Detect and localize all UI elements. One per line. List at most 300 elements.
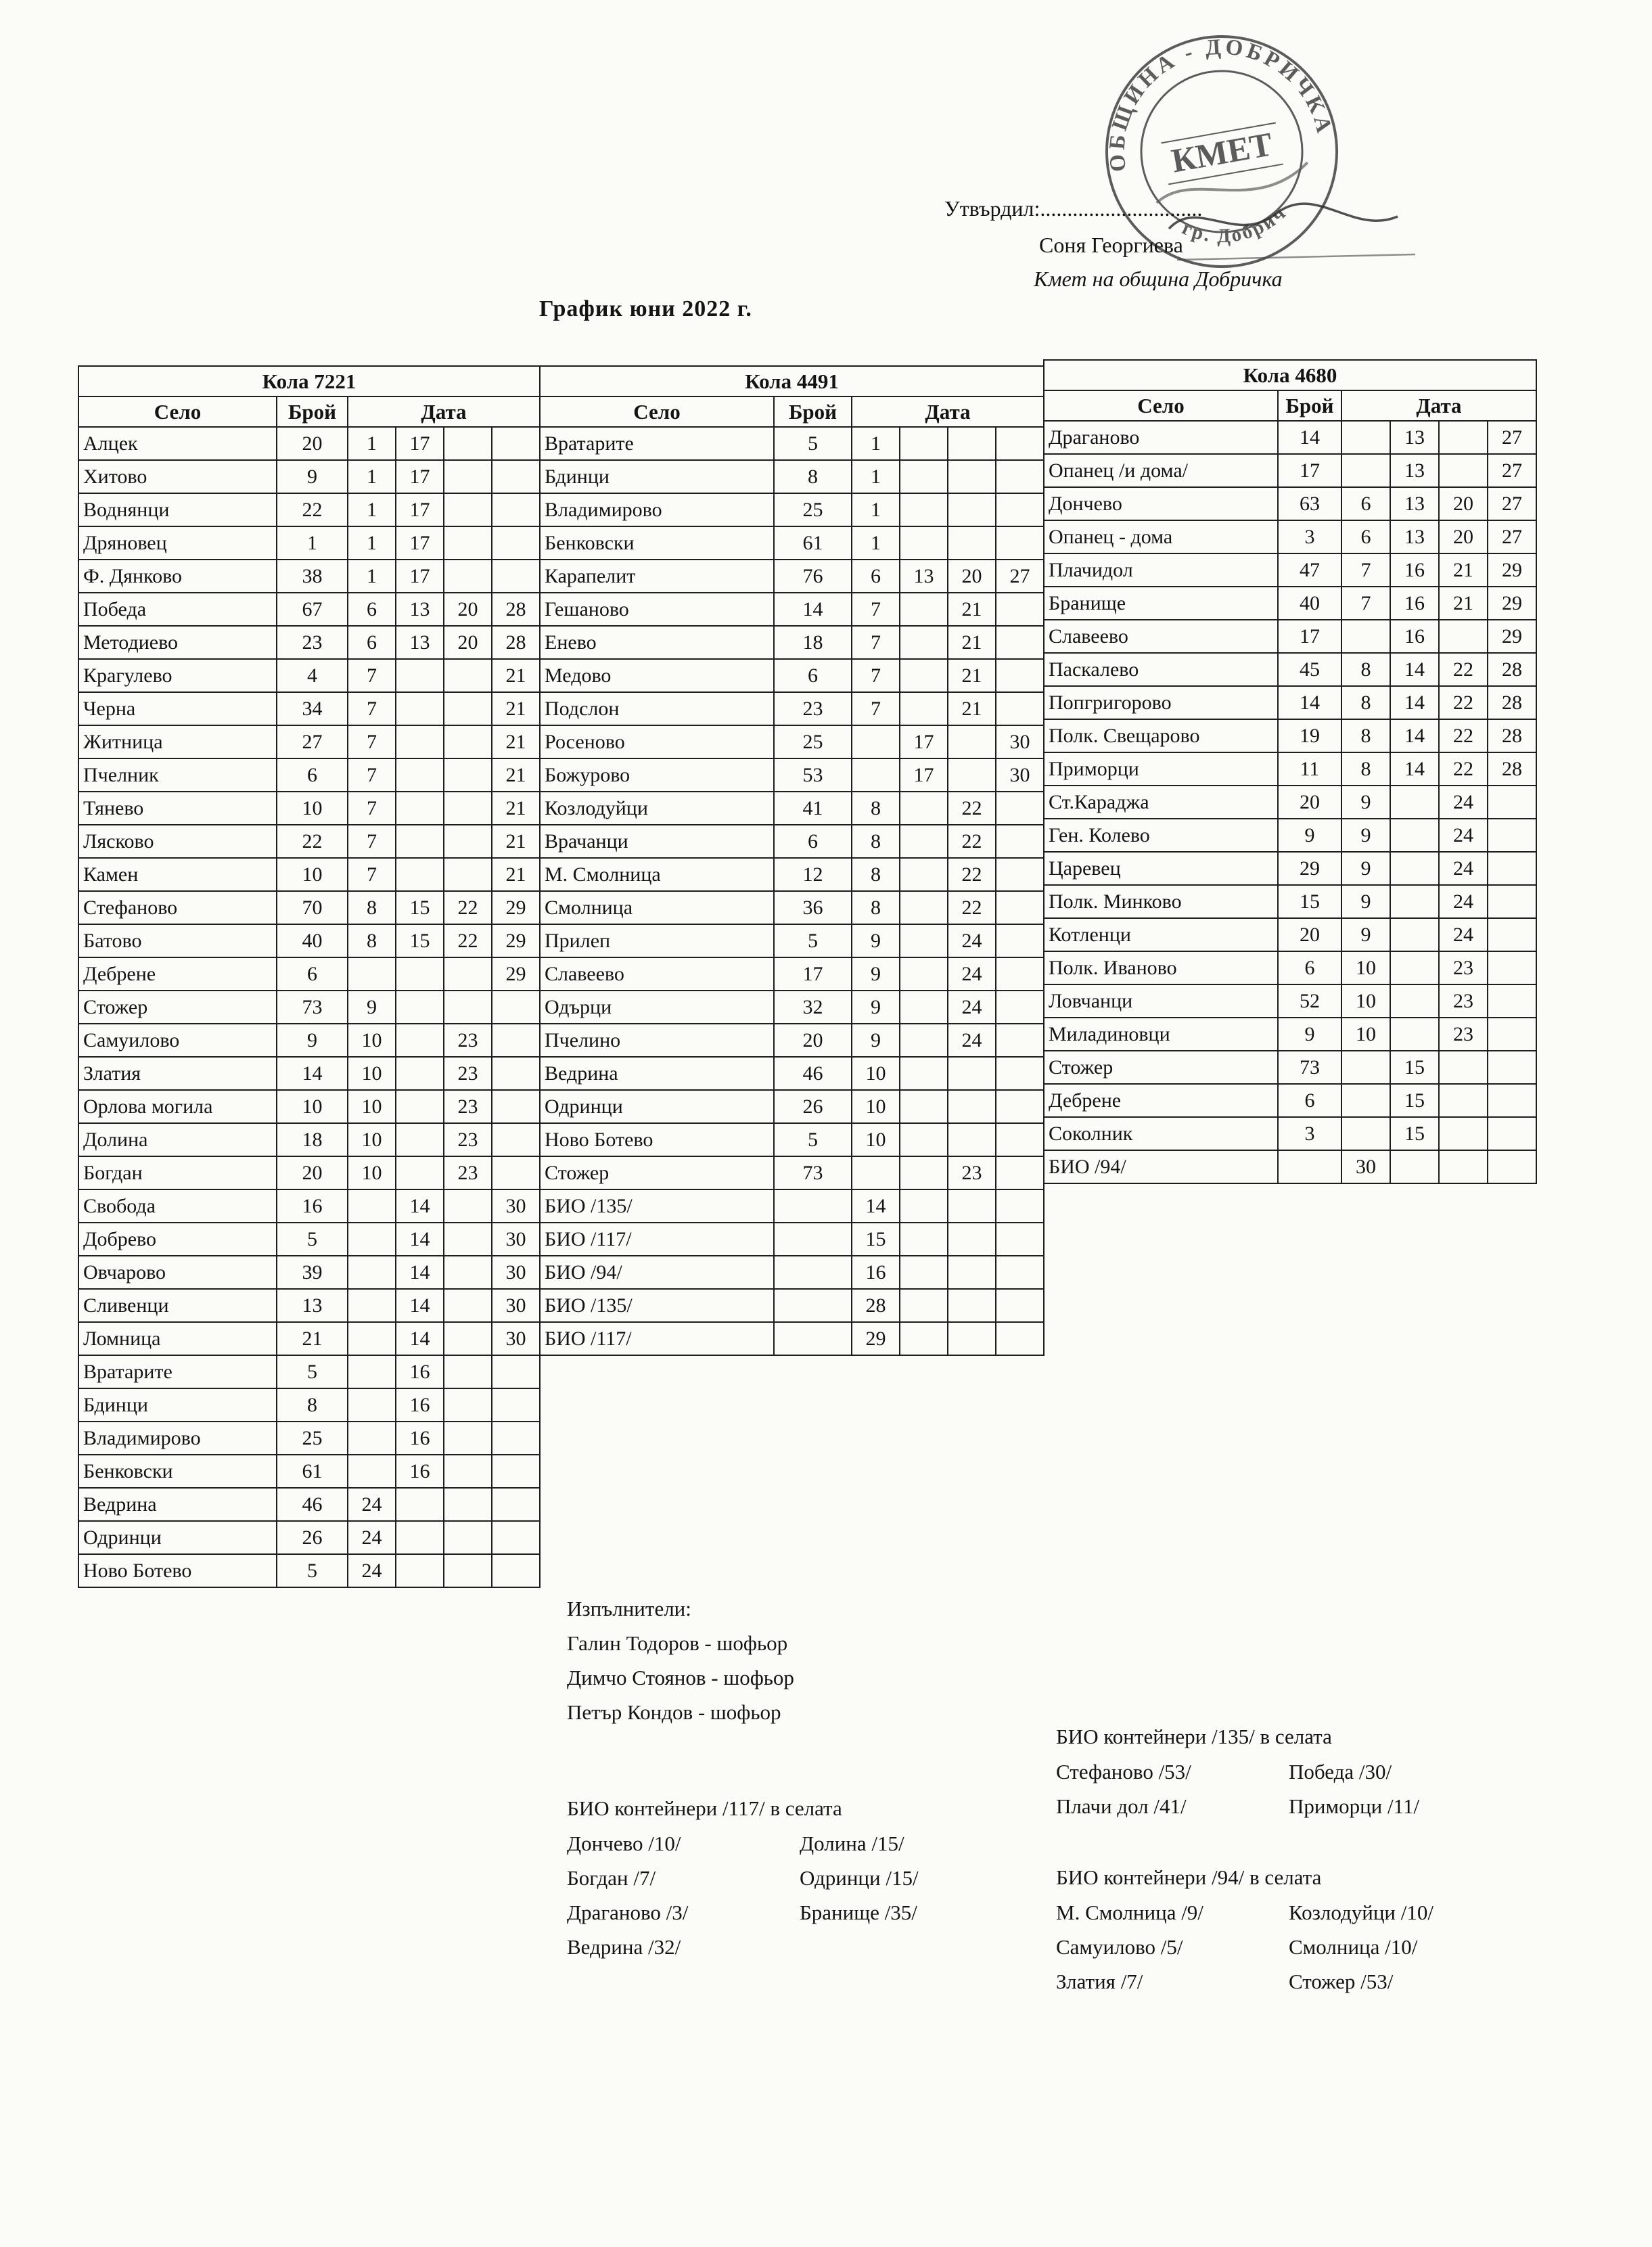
table-row: [1044, 1117, 1536, 1150]
bio-village: Ведрина /32/: [567, 1935, 681, 1959]
count-cell: 9: [277, 460, 348, 493]
table-row: [540, 1223, 1044, 1256]
date-cell: [948, 1256, 996, 1289]
date-cell: [396, 1090, 444, 1123]
table-row: [78, 626, 540, 659]
count-cell: 5: [277, 1355, 348, 1388]
date-cell: [444, 858, 492, 891]
count-cell: 6: [1278, 1084, 1341, 1117]
date-cell: 10: [348, 1057, 396, 1090]
table-row: [540, 1256, 1044, 1289]
date-cell: 13: [1390, 520, 1439, 553]
village-cell: Божурово: [540, 758, 774, 792]
bio-village: Бранище /35/: [800, 1901, 917, 1924]
date-cell: [492, 1024, 540, 1057]
date-cell: 15: [396, 924, 444, 957]
date-cell: 10: [1341, 951, 1390, 984]
table-row: [78, 825, 540, 858]
table-row: [1044, 653, 1536, 686]
table-row: [78, 957, 540, 991]
date-cell: 7: [852, 692, 900, 725]
date-cell: [396, 858, 444, 891]
date-cell: [348, 957, 396, 991]
village-cell: Полк. Иваново: [1044, 951, 1278, 984]
date-cell: 17: [396, 460, 444, 493]
count-cell: 5: [277, 1554, 348, 1587]
village-cell: Лясково: [78, 825, 277, 858]
count-cell: 19: [1278, 719, 1341, 752]
date-cell: 10: [348, 1090, 396, 1123]
date-cell: 16: [396, 1455, 444, 1488]
date-cell: [1488, 819, 1536, 852]
village-cell: Козлодуйци: [540, 792, 774, 825]
date-cell: 27: [1488, 454, 1536, 487]
date-cell: 27: [1488, 520, 1536, 553]
date-cell: [444, 792, 492, 825]
date-cell: 28: [1488, 719, 1536, 752]
date-cell: [444, 1256, 492, 1289]
count-cell: 23: [277, 626, 348, 659]
date-cell: [444, 1388, 492, 1422]
village-cell: Гешаново: [540, 593, 774, 626]
village-cell: Миладиновци: [1044, 1018, 1278, 1051]
date-cell: [444, 427, 492, 460]
table-row: [540, 924, 1044, 957]
date-cell: 9: [852, 924, 900, 957]
bio-village: Златия /7/: [1056, 1970, 1143, 1993]
date-cell: 14: [1390, 653, 1439, 686]
date-cell: 21: [492, 792, 540, 825]
date-cell: [1341, 454, 1390, 487]
count-cell: 25: [774, 725, 852, 758]
date-cell: 7: [1341, 553, 1390, 587]
date-cell: [1488, 918, 1536, 951]
bio-village: Козлодуйци /10/: [1289, 1901, 1433, 1924]
bio-village: Приморци /11/: [1289, 1794, 1420, 1818]
count-cell: 25: [774, 493, 852, 526]
date-cell: [1488, 1051, 1536, 1084]
date-cell: 23: [444, 1024, 492, 1057]
village-cell: Сливенци: [78, 1289, 277, 1322]
table-row: [540, 1189, 1044, 1223]
date-cell: 1: [348, 427, 396, 460]
count-cell: 63: [1278, 487, 1341, 520]
date-cell: [996, 957, 1044, 991]
date-cell: [852, 758, 900, 792]
date-cell: [900, 460, 948, 493]
date-cell: 29: [492, 957, 540, 991]
date-cell: [396, 725, 444, 758]
table-row: [78, 659, 540, 692]
date-cell: 30: [492, 1289, 540, 1322]
date-cell: 1: [348, 526, 396, 560]
date-cell: 29: [492, 924, 540, 957]
village-cell: Карапелит: [540, 560, 774, 593]
date-cell: 8: [852, 891, 900, 924]
table-row: [78, 891, 540, 924]
village-cell: Опанец - дома: [1044, 520, 1278, 553]
date-cell: [444, 825, 492, 858]
date-cell: [996, 858, 1044, 891]
date-cell: [900, 825, 948, 858]
bio-block-title: БИО контейнери /135/ в селата: [1056, 1725, 1332, 1748]
date-cell: 29: [852, 1322, 900, 1355]
date-cell: 8: [1341, 686, 1390, 719]
village-column-header: Село: [1044, 390, 1278, 421]
table-row: [1044, 1084, 1536, 1117]
village-cell: Хитово: [78, 460, 277, 493]
date-cell: [396, 692, 444, 725]
count-cell: 47: [1278, 553, 1341, 587]
village-cell: Паскалево: [1044, 653, 1278, 686]
date-cell: 29: [1488, 587, 1536, 620]
count-cell: 6: [774, 659, 852, 692]
date-cell: 23: [444, 1057, 492, 1090]
date-cell: 14: [1390, 719, 1439, 752]
village-cell: Крагулево: [78, 659, 277, 692]
date-cell: 16: [396, 1355, 444, 1388]
date-cell: 17: [900, 725, 948, 758]
table-row: [540, 991, 1044, 1024]
date-cell: 23: [1439, 951, 1488, 984]
date-cell: 10: [348, 1024, 396, 1057]
date-cell: [948, 758, 996, 792]
count-cell: 17: [774, 957, 852, 991]
count-cell: 46: [277, 1488, 348, 1521]
table-row: [78, 1388, 540, 1422]
date-cell: [396, 1057, 444, 1090]
date-cell: [900, 1256, 948, 1289]
count-cell: 14: [774, 593, 852, 626]
date-cell: 9: [1341, 786, 1390, 819]
executor-line: Галин Тодоров - шофьор: [567, 1631, 788, 1655]
date-cell: [444, 991, 492, 1024]
date-cell: 20: [444, 626, 492, 659]
village-cell: Ново Ботево: [540, 1123, 774, 1156]
village-cell: Ф. Дянково: [78, 560, 277, 593]
date-cell: [996, 427, 1044, 460]
date-cell: [396, 991, 444, 1024]
date-cell: [900, 427, 948, 460]
date-cell: [444, 692, 492, 725]
count-cell: 46: [774, 1057, 852, 1090]
date-cell: [492, 1156, 540, 1189]
village-cell: Царевец: [1044, 852, 1278, 885]
count-cell: [774, 1189, 852, 1223]
village-cell: Камен: [78, 858, 277, 891]
date-cell: [444, 957, 492, 991]
date-cell: [900, 1024, 948, 1057]
date-cell: 21: [492, 692, 540, 725]
date-cell: [900, 1189, 948, 1223]
table-row: [78, 1289, 540, 1322]
bio-village: Долина /15/: [800, 1832, 904, 1855]
schedule-table: [78, 365, 541, 1588]
date-cell: [444, 1223, 492, 1256]
date-cell: [444, 460, 492, 493]
count-cell: 29: [1278, 852, 1341, 885]
village-cell: Дончево: [1044, 487, 1278, 520]
date-cell: 24: [348, 1521, 396, 1554]
bio-village: Богдан /7/: [567, 1866, 656, 1890]
date-cell: 24: [948, 991, 996, 1024]
village-cell: Плачидол: [1044, 553, 1278, 587]
date-cell: [996, 593, 1044, 626]
table-row: [540, 1322, 1044, 1355]
date-cell: [396, 1024, 444, 1057]
village-cell: Дебрене: [1044, 1084, 1278, 1117]
date-cell: [996, 991, 1044, 1024]
date-cell: 24: [1439, 918, 1488, 951]
date-cell: 7: [852, 626, 900, 659]
date-cell: 28: [492, 593, 540, 626]
date-cell: [900, 858, 948, 891]
count-cell: 20: [277, 1156, 348, 1189]
date-cell: 10: [348, 1123, 396, 1156]
date-cell: [900, 1322, 948, 1355]
date-cell: 8: [348, 924, 396, 957]
count-cell: 32: [774, 991, 852, 1024]
date-cell: 24: [1439, 819, 1488, 852]
date-cell: 7: [852, 593, 900, 626]
date-cell: 23: [1439, 1018, 1488, 1051]
village-cell: Ломница: [78, 1322, 277, 1355]
date-cell: 8: [852, 825, 900, 858]
count-column-header: Брой: [774, 396, 852, 427]
date-cell: 10: [1341, 1018, 1390, 1051]
table-row: [1044, 454, 1536, 487]
village-cell: Росеново: [540, 725, 774, 758]
date-cell: [948, 725, 996, 758]
date-cell: [852, 725, 900, 758]
date-cell: [1390, 984, 1439, 1018]
date-cell: 7: [1341, 587, 1390, 620]
bio-village: М. Смолница /9/: [1056, 1901, 1203, 1924]
date-cell: 30: [996, 758, 1044, 792]
date-cell: [492, 1521, 540, 1554]
village-cell: Житница: [78, 725, 277, 758]
date-cell: 6: [348, 626, 396, 659]
date-cell: 8: [852, 792, 900, 825]
date-cell: [996, 659, 1044, 692]
date-cell: [900, 957, 948, 991]
date-cell: 27: [1488, 421, 1536, 454]
table-row: [78, 1355, 540, 1388]
table-row: [540, 1123, 1044, 1156]
table-row: [78, 1322, 540, 1355]
date-cell: 10: [348, 1156, 396, 1189]
count-column-header: Брой: [1278, 390, 1341, 421]
date-cell: [1488, 984, 1536, 1018]
table-title: Кола 7221: [78, 366, 540, 396]
date-cell: 20: [444, 593, 492, 626]
count-cell: 14: [1278, 421, 1341, 454]
village-cell: Богдан: [78, 1156, 277, 1189]
table-row: [1044, 1150, 1536, 1183]
table-row: [1044, 719, 1536, 752]
executors-list: [567, 1626, 794, 1729]
executors-block: [567, 1591, 794, 1729]
date-cell: 9: [852, 991, 900, 1024]
village-cell: Опанец /и дома/: [1044, 454, 1278, 487]
village-cell: Полк. Свещарово: [1044, 719, 1278, 752]
table-row: [540, 1289, 1044, 1322]
count-cell: 20: [774, 1024, 852, 1057]
date-cell: 14: [396, 1322, 444, 1355]
date-cell: 15: [852, 1223, 900, 1256]
date-cell: 16: [852, 1256, 900, 1289]
date-cell: [444, 1189, 492, 1223]
date-cell: [1488, 1018, 1536, 1051]
date-cell: 22: [444, 924, 492, 957]
schedule-table-host-kola-7221: [78, 365, 541, 1588]
count-cell: 73: [1278, 1051, 1341, 1084]
date-cell: 15: [1390, 1051, 1439, 1084]
date-cell: 17: [396, 526, 444, 560]
date-cell: [900, 991, 948, 1024]
date-cell: [996, 1123, 1044, 1156]
count-cell: 4: [277, 659, 348, 692]
date-cell: 16: [396, 1388, 444, 1422]
count-cell: 20: [1278, 786, 1341, 819]
village-cell: Стожер: [78, 991, 277, 1024]
table-row: [78, 924, 540, 957]
village-cell: Бранище: [1044, 587, 1278, 620]
count-cell: 34: [277, 692, 348, 725]
table-row: [540, 1156, 1044, 1189]
village-cell: Прилеп: [540, 924, 774, 957]
table-row: [540, 957, 1044, 991]
village-cell: Черна: [78, 692, 277, 725]
village-cell: Смолница: [540, 891, 774, 924]
count-cell: 14: [277, 1057, 348, 1090]
date-cell: 7: [348, 692, 396, 725]
approver-name: Соня Георгиева: [1039, 233, 1183, 257]
date-cell: [996, 792, 1044, 825]
date-cell: [1390, 1018, 1439, 1051]
count-cell: 9: [277, 1024, 348, 1057]
bio-block-title: БИО контейнери /94/ в селата: [1056, 1865, 1322, 1889]
stamp-ring-text-top: ОБЩИНА - ДОБРИЧКА: [1105, 35, 1337, 173]
count-cell: 36: [774, 891, 852, 924]
table-row: [540, 1057, 1044, 1090]
date-cell: 28: [1488, 752, 1536, 786]
table-row: [1044, 421, 1536, 454]
date-cell: 22: [1439, 686, 1488, 719]
table-row: [78, 1090, 540, 1123]
village-cell: БИО /94/: [1044, 1150, 1278, 1183]
date-cell: [444, 1455, 492, 1488]
date-cell: 21: [948, 692, 996, 725]
village-cell: Стожер: [540, 1156, 774, 1189]
date-cell: 23: [948, 1156, 996, 1189]
date-cell: [492, 1090, 540, 1123]
count-cell: 41: [774, 792, 852, 825]
count-cell: 6: [277, 957, 348, 991]
date-cell: [900, 1289, 948, 1322]
village-cell: Добрево: [78, 1223, 277, 1256]
village-cell: Алцек: [78, 427, 277, 460]
date-cell: [348, 1355, 396, 1388]
count-cell: 23: [774, 692, 852, 725]
village-cell: Енево: [540, 626, 774, 659]
date-cell: [948, 493, 996, 526]
table-row: [78, 692, 540, 725]
bio-row: [567, 1861, 919, 1895]
date-cell: [396, 1521, 444, 1554]
date-cell: [996, 891, 1044, 924]
date-cell: 7: [348, 858, 396, 891]
date-cell: [1439, 1084, 1488, 1117]
village-column-header: Село: [540, 396, 774, 427]
village-cell: БИО /94/: [540, 1256, 774, 1289]
count-cell: 3: [1278, 520, 1341, 553]
bio-row: [1056, 1754, 1419, 1789]
count-cell: [1278, 1150, 1341, 1183]
date-cell: 24: [948, 924, 996, 957]
date-cell: [996, 1090, 1044, 1123]
date-cell: 22: [1439, 752, 1488, 786]
date-cell: [1341, 1051, 1390, 1084]
count-cell: 10: [277, 792, 348, 825]
date-cell: 28: [1488, 653, 1536, 686]
date-cell: [396, 792, 444, 825]
date-cell: 15: [396, 891, 444, 924]
date-cell: 6: [852, 560, 900, 593]
village-cell: Славеево: [540, 957, 774, 991]
village-cell: Ген. Колево: [1044, 819, 1278, 852]
date-cell: [492, 460, 540, 493]
bio-row: [567, 1895, 919, 1930]
count-column-header: Брой: [277, 396, 348, 427]
table-row: [78, 427, 540, 460]
date-cell: [444, 526, 492, 560]
table-row: [1044, 786, 1536, 819]
date-cell: 1: [348, 460, 396, 493]
date-cell: 21: [948, 626, 996, 659]
date-cell: [948, 1289, 996, 1322]
date-cell: 14: [396, 1189, 444, 1223]
date-cell: [444, 1355, 492, 1388]
date-cell: 30: [492, 1256, 540, 1289]
date-cell: [444, 659, 492, 692]
date-cell: [900, 1057, 948, 1090]
bio-row: [567, 1826, 919, 1861]
date-cell: [1390, 786, 1439, 819]
bio-village: Драганово /3/: [567, 1901, 689, 1924]
date-cell: 27: [996, 560, 1044, 593]
count-cell: 26: [774, 1090, 852, 1123]
village-cell: Попгригорово: [1044, 686, 1278, 719]
date-cell: 24: [1439, 852, 1488, 885]
count-cell: 61: [277, 1455, 348, 1488]
date-cell: [348, 1289, 396, 1322]
date-cell: [996, 493, 1044, 526]
table-row: [78, 858, 540, 891]
bio-containers-117-block: [567, 1790, 919, 1964]
village-cell: Свобода: [78, 1189, 277, 1223]
bio-village: Дончево /10/: [567, 1832, 681, 1855]
date-cell: [396, 957, 444, 991]
village-cell: Бдинци: [78, 1388, 277, 1422]
bio-containers-135-block: [1056, 1719, 1419, 1823]
count-cell: [774, 1223, 852, 1256]
date-cell: [948, 1223, 996, 1256]
date-cell: 22: [1439, 653, 1488, 686]
date-cell: [492, 1355, 540, 1388]
date-cell: 22: [948, 792, 996, 825]
date-cell: 1: [852, 460, 900, 493]
